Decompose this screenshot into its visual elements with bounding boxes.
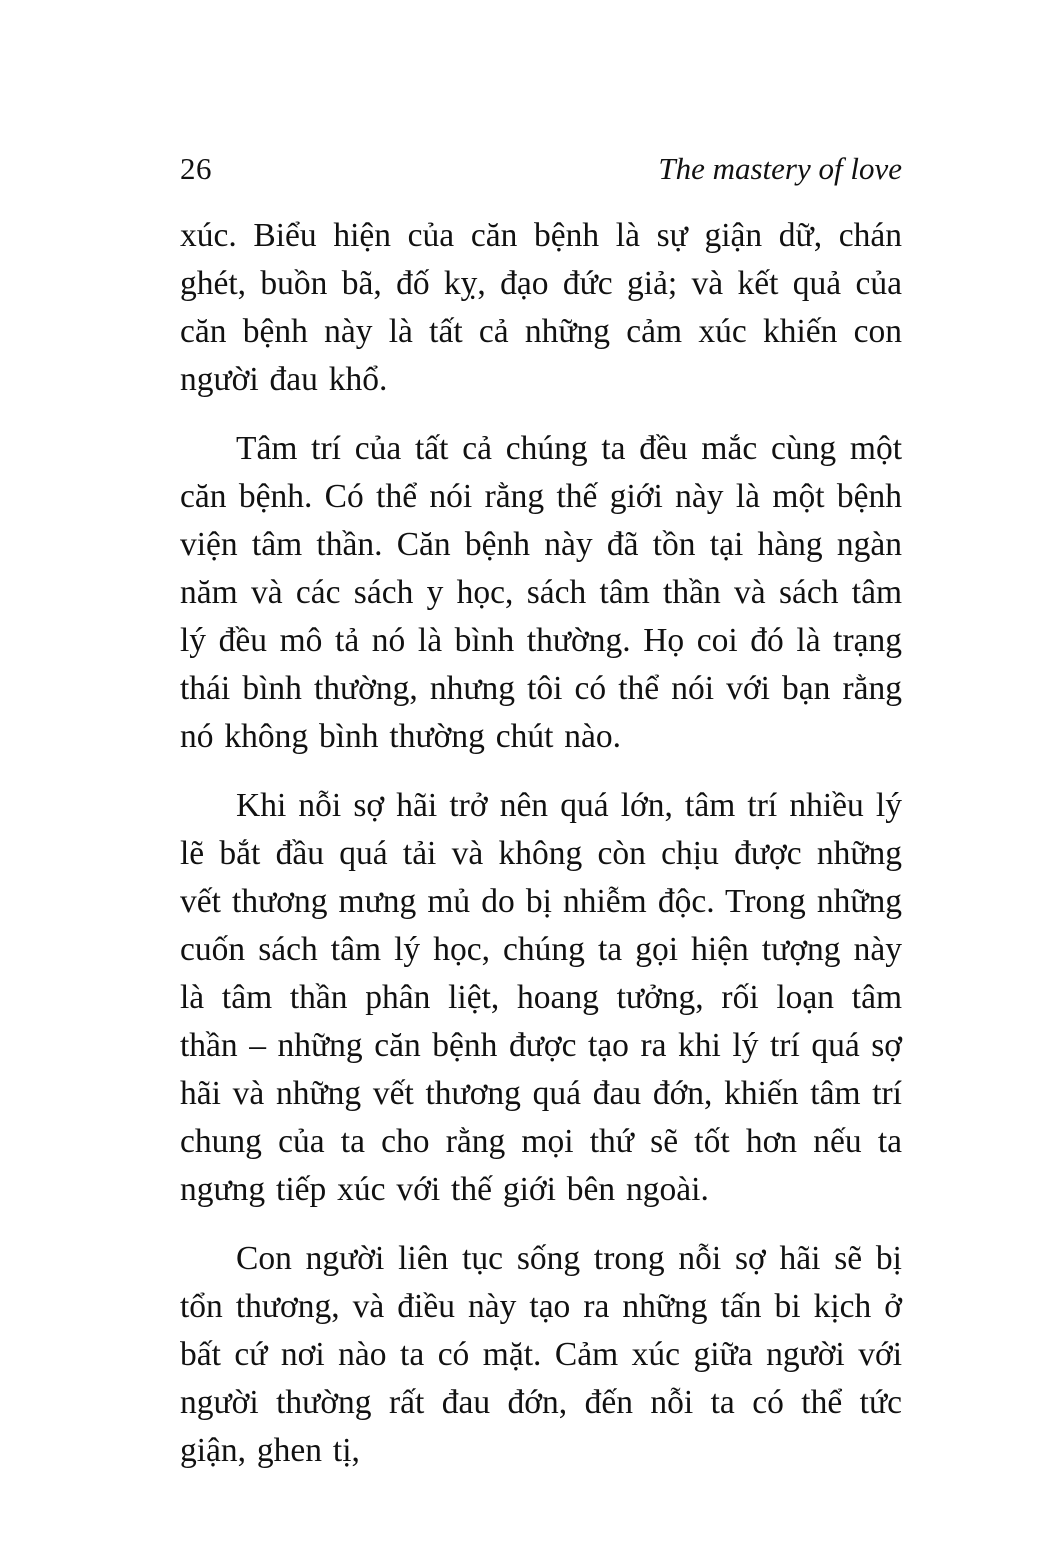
- running-header: [180, 150, 902, 187]
- page-number: 26: [180, 151, 212, 186]
- running-title: The mastery of love: [658, 151, 902, 186]
- paragraph: Khi nỗi sợ hãi trở nên quá lớn, tâm trí nhiều lý lẽ bắt đầu quá tải và không còn chịu được những vết thương mưng mủ do bị nhiễm độc. Trong những cuốn sách tâm lý học, chúng ta gọi hiện tượng này là tâm thần phân liệt, hoang tưởng, rối loạn tâm thần – những căn bệnh được tạo ra khi lý trí quá sợ hãi và những vết thương quá đau đớn, khiến tâm trí chung của ta cho rằng mọi thứ sẽ tốt hơn nếu ta ngưng tiếp xúc với thế giới bên ngoài.: [180, 787, 902, 1208]
- paragraph: Tâm trí của tất cả chúng ta đều mắc cùng một căn bệnh. Có thể nói rằng thế giới này là một bệnh viện tâm thần. Căn bệnh này đã tồn tại hàng ngàn năm và các sách y học, sách tâm thần và sách tâm lý đều mô tả nó là bình thường. Họ coi đó là trạng thái bình thường, nhưng tôi có thể nói với bạn rằng nó không bình thường chút nào.: [180, 430, 902, 755]
- body-text: [180, 212, 902, 1475]
- paragraph: Con người liên tục sống trong nỗi sợ hãi sẽ bị tổn thương, và điều này tạo ra những tấn bi kịch ở bất cứ nơi nào ta có mặt. Cảm xúc giữa người với người thường rất đau đớn, đến nỗi ta có thể tức giận, ghen tị,: [180, 1240, 902, 1469]
- paragraph: xúc. Biểu hiện của căn bệnh là sự giận dữ, chán ghét, buồn bã, đố kỵ, đạo đức giả; và kết quả của căn bệnh này là tất cả những cảm xúc khiến con người đau khổ.: [180, 217, 902, 398]
